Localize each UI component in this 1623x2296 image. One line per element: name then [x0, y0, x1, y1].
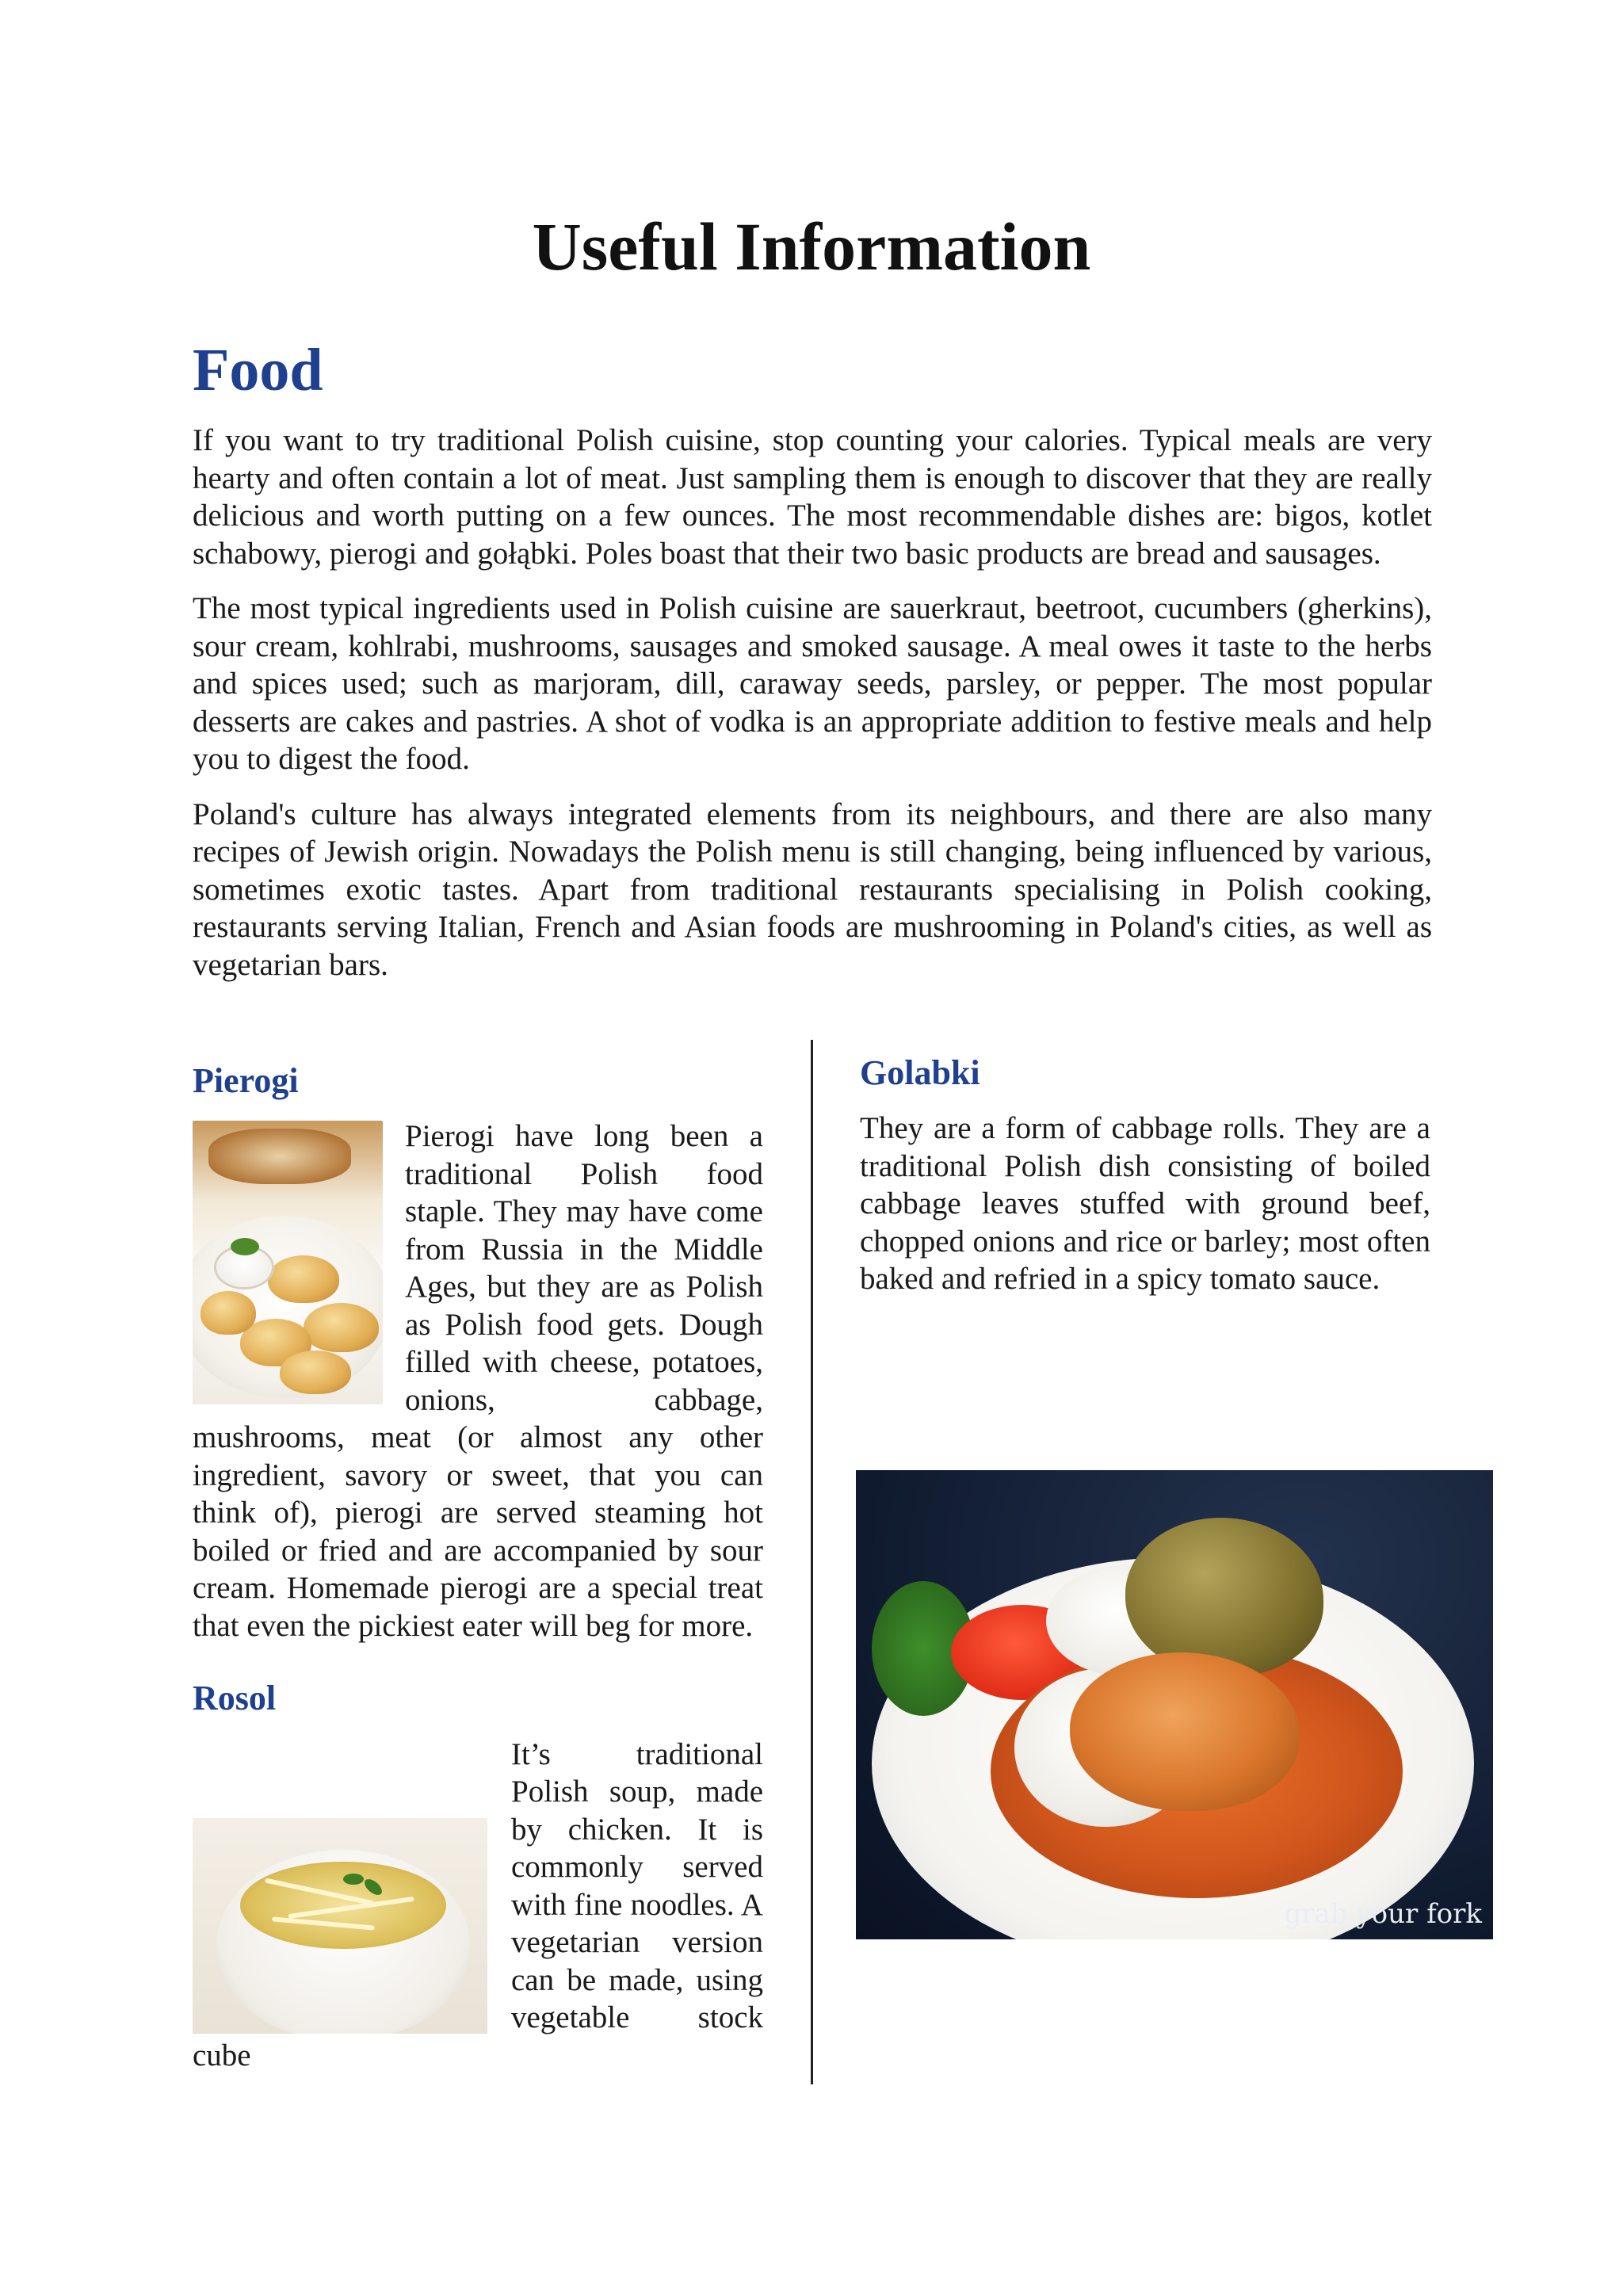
golabki-text: They are a form of cabbage rolls. They are a traditional Polish dish consisting of boiled cabbage leaves stuffed with ground beef, chopped onions and rice or barley; most often baked and refried in a spicy tomato sauce.	[860, 1111, 1430, 1297]
golabki-heading: Golabki	[860, 1053, 980, 1092]
page-title: Useful Information	[532, 208, 1091, 285]
rosol-text-body: It’s traditional Polish soup, made by chicken. It is commonly served with fine noodles. A vegetarian version can be made, using vegetable stock cube	[193, 1736, 763, 2073]
food-intro	[193, 422, 1432, 1001]
golabki-watermark: grab your fork	[1284, 1898, 1482, 1930]
rosol-photo	[193, 1818, 487, 2034]
golabki-photo	[856, 1470, 1493, 1939]
food-paragraph-1: If you want to try traditional Polish cuisine, stop counting your calories. Typical meals are very hearty and often contain a lot of meat. Just sampling them is enough to discover that they are really delicious and worth putting on a few ounces. The most recommendable dishes are: bigos, kotlet schabowy, pierogi and gołąbki. Poles boast that their two basic products are bread and sausages.	[193, 423, 1432, 571]
pierogi-text: Pierogi have long been a traditional Polish food staple. They may have come from Russia in the Middle Ages, but they are as Polish as Polish food gets. Dough filled with cheese, potatoes, onions, cabbage, mushrooms, meat (or almost any other ingredient, savory or sweet, that you can think of), pierogi are served steaming hot boiled or fried and are accompanied by sour cream. Homemade pierogi are a special treat that even the pickiest eater will beg for more.	[193, 1119, 763, 1643]
left-column	[193, 1062, 763, 2074]
rosol-text	[193, 1736, 763, 2075]
pierogi-photo	[193, 1121, 383, 1404]
food-paragraph-2: The most typical ingredients used in Polish cuisine are sauerkraut, beetroot, cucumbers (gherkins), sour cream, kohlrabi, mushrooms, sausages and smoked sausage. A meal owes it taste to the herbs and spices used; such as marjoram, dill, caraway seeds, parsley, or pepper. The most popular desserts are cakes and pastries. A shot of vodka is an appropriate addition to festive meals and help you to digest the food.	[193, 591, 1432, 776]
right-column	[860, 1054, 1430, 1298]
food-paragraph-3: Poland's culture has always integrated elements from its neighbours, and there are also many recipes of Jewish origin. Nowadays the Polish menu is still changing, being influenced by various, sometimes exotic tastes. Apart from traditional restaurants specialising in Polish cooking, restaurants serving Italian, French and Asian foods are mushrooming in Poland's cities, as well as vegetarian bars.	[193, 797, 1432, 982]
column-divider	[811, 1040, 813, 2084]
food-heading: Food	[193, 337, 323, 403]
rosol-heading: Rosol	[193, 1679, 277, 1718]
pierogi-heading: Pierogi	[193, 1061, 299, 1100]
